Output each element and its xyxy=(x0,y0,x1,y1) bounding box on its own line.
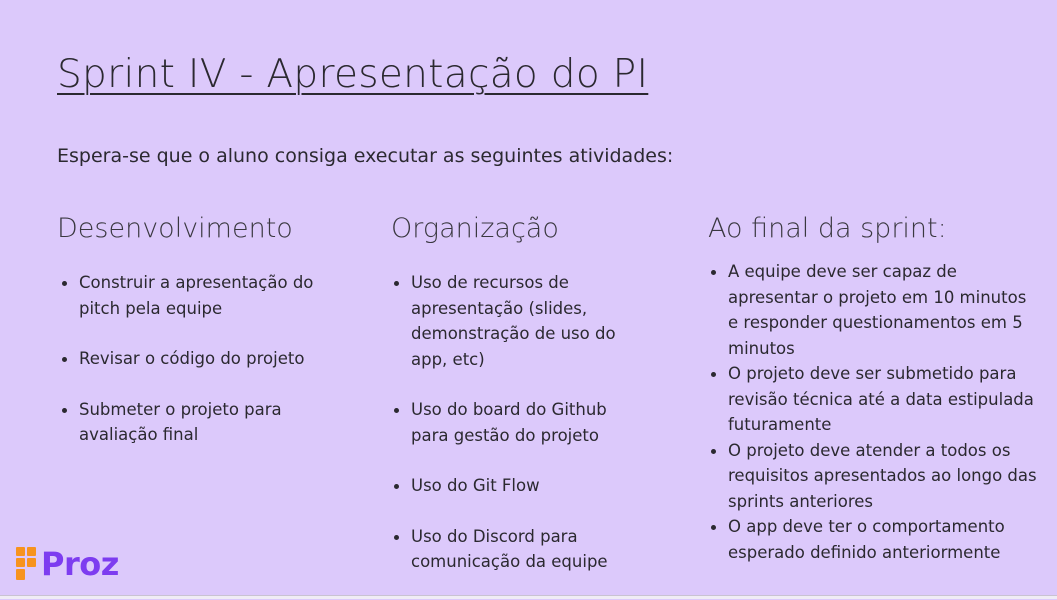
slide-subtitle: Espera-se que o aluno consiga executar as seguintes atividades: xyxy=(57,145,674,167)
organizacao-list xyxy=(389,270,649,600)
list-item: Construir a apresentação do pitch pela equipe xyxy=(57,270,347,321)
slide-title: Sprint IV - Apresentação do PI xyxy=(57,52,649,97)
list-item: O projeto deve ser submetido para revisão técnica até a data estipulada futuramente xyxy=(706,361,1041,438)
ao-final-list xyxy=(706,259,1041,565)
list-item: Submeter o projeto para avaliação final xyxy=(57,397,347,448)
list-item: O app deve ter o comportamento esperado definido anteriormente xyxy=(706,514,1041,565)
list-item: O projeto deve atender a todos os requisitos apresentados ao longo das sprints anteriores xyxy=(706,438,1041,515)
proz-logo xyxy=(16,545,119,583)
proz-logo-icon xyxy=(16,547,38,581)
column-heading-organizacao: Organização xyxy=(391,213,559,244)
list-item: Uso do Discord para comunicação da equipe xyxy=(389,524,649,575)
list-item: Revisar o código do projeto xyxy=(57,346,347,372)
list-item: Uso do Git Flow xyxy=(389,473,649,499)
desenvolvimento-list xyxy=(57,270,347,473)
list-item: A equipe deve ser capaz de apresentar o projeto em 10 minutos e responder questionamentos em 5 minutos xyxy=(706,259,1041,361)
bottom-border xyxy=(0,595,1057,599)
proz-logo-text: Proz xyxy=(41,545,119,583)
column-heading-desenvolvimento: Desenvolvimento xyxy=(57,213,293,244)
list-item: Uso de recursos de apresentação (slides, demonstração de uso do app, etc) xyxy=(389,270,649,372)
list-item: Uso do board do Github para gestão do projeto xyxy=(389,397,649,448)
column-heading-ao-final: Ao final da sprint: xyxy=(708,213,947,244)
